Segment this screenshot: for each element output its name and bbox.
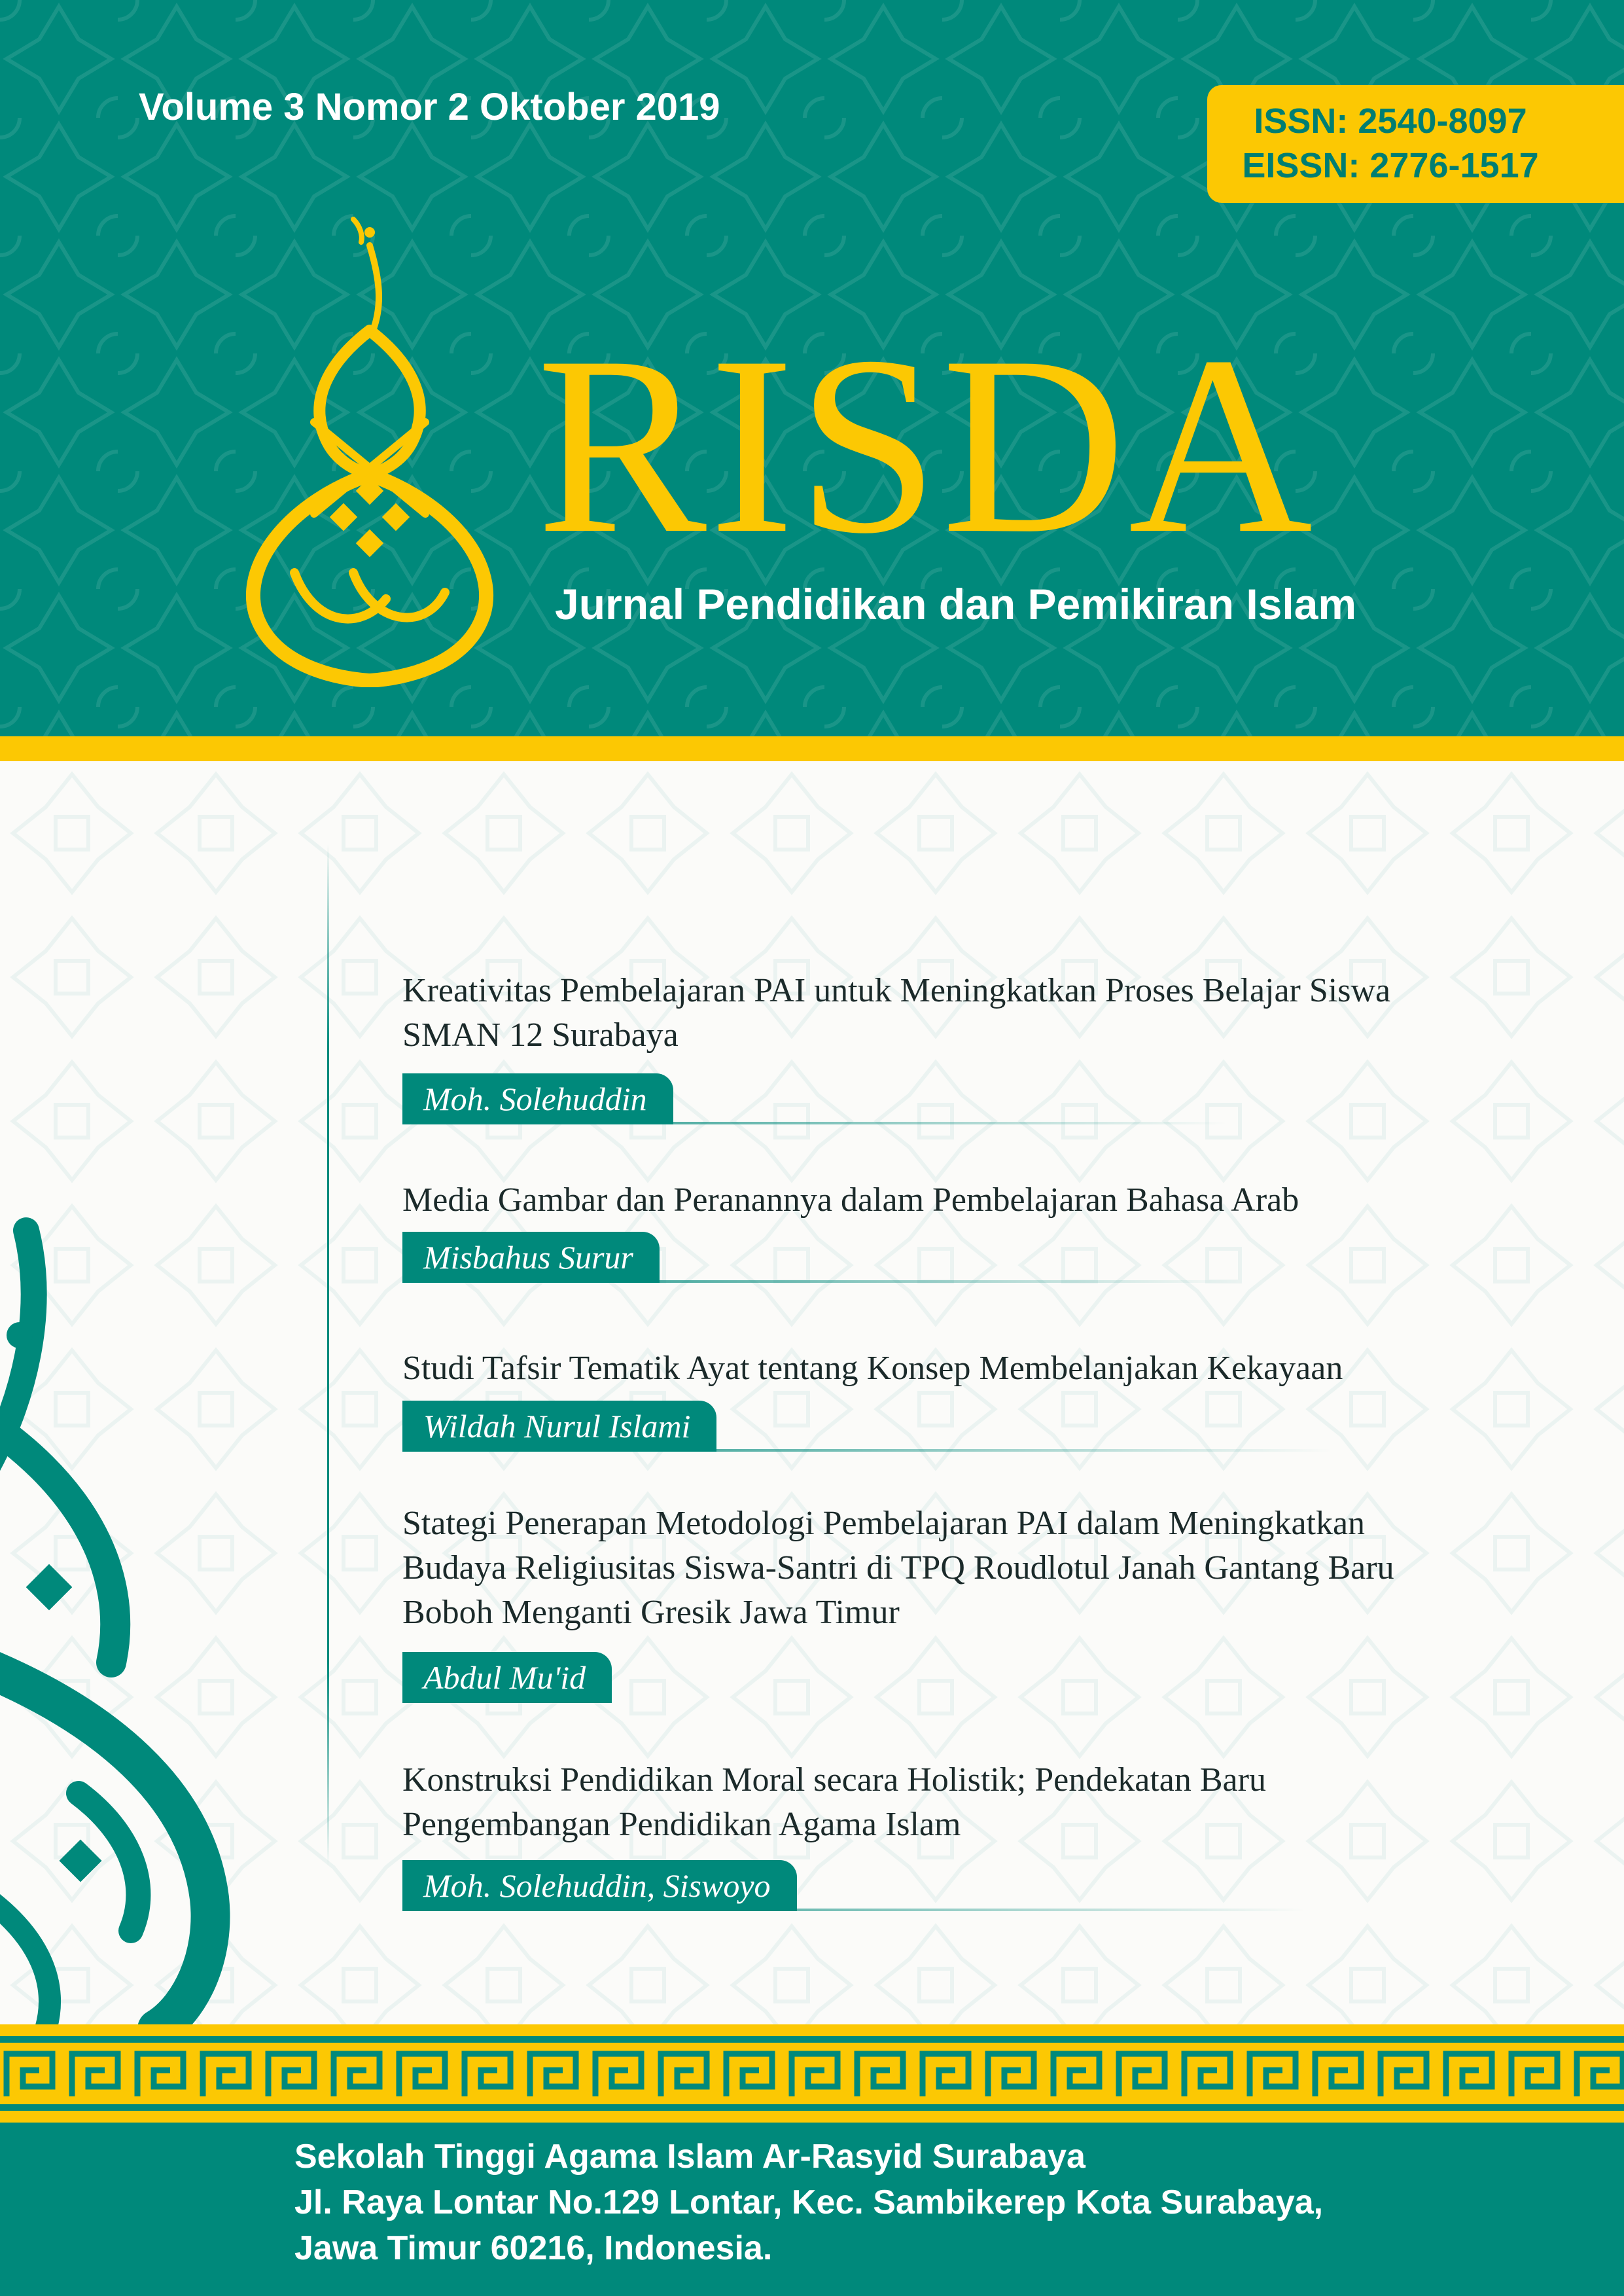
vertical-divider: [327, 844, 329, 1865]
article-author: Moh. Solehuddin: [402, 1073, 673, 1124]
publisher-address-line2: Jawa Timur 60216, Indonesia.: [294, 2229, 773, 2267]
author-underline: [402, 1122, 1227, 1124]
article-title: Studi Tafsir Tematik Ayat tentang Konsep Membelanjakan Kekayaan: [402, 1350, 1343, 1387]
volume-issue: Volume 3 Nomor 2 Oktober 2019: [139, 86, 720, 128]
calligraphy-logo-icon: [216, 206, 523, 687]
publisher-institution: Sekolah Tinggi Agama Islam Ar-Rasyid Surabaya: [294, 2138, 1086, 2176]
gold-divider-band: [0, 736, 1624, 761]
meander-pattern-icon: [0, 2024, 1624, 2123]
issn-badge: [1207, 85, 1624, 203]
article-title: Stategi Penerapan Metodologi Pembelajaran PAI dalam Meningkatkan Budaya Religiusitas Siswa-Santri di TPQ Roudlotul Janah Gantang Baru Boboh Menganti Gresik Jawa Timur: [402, 1505, 1394, 1631]
cover-footer: [0, 2123, 1624, 2296]
publisher-address-line1: Jl. Raya Lontar No.129 Lontar, Kec. Sambikerep Kota Surabaya,: [294, 2183, 1324, 2221]
journal-title: RISDA: [537, 304, 1316, 586]
article-author: Moh. Solehuddin, Siswoyo: [402, 1860, 797, 1911]
journal-subtitle: Jurnal Pendidikan dan Pemikiran Islam: [555, 580, 1357, 628]
article-title: Kreativitas Pembelajaran PAI untuk Meningkatkan Proses Belajar Siswa SMAN 12 Surabaya: [402, 972, 1391, 1054]
article-author: Wildah Nurul Islami: [402, 1401, 716, 1452]
author-underline: [402, 1909, 1305, 1911]
calligraphy-ornament-icon: [0, 1204, 275, 2029]
issn-online: EISSN: 2776-1517: [1242, 146, 1539, 185]
cover-header: [0, 0, 1624, 736]
author-underline: [402, 1280, 1240, 1283]
meander-border: [0, 2024, 1624, 2123]
article-author: Abdul Mu'id: [402, 1652, 612, 1703]
article-author: Misbahus Surur: [402, 1232, 660, 1283]
author-underline: [402, 1449, 1332, 1452]
issn-print: ISSN: 2540-8097: [1254, 101, 1527, 141]
article-title: Konstruksi Pendidikan Moral secara Holistik; Pendekatan Baru Pengembangan Pendidikan Agama Islam: [402, 1761, 1266, 1843]
article-title: Media Gambar dan Peranannya dalam Pembelajaran Bahasa Arab: [402, 1181, 1299, 1219]
